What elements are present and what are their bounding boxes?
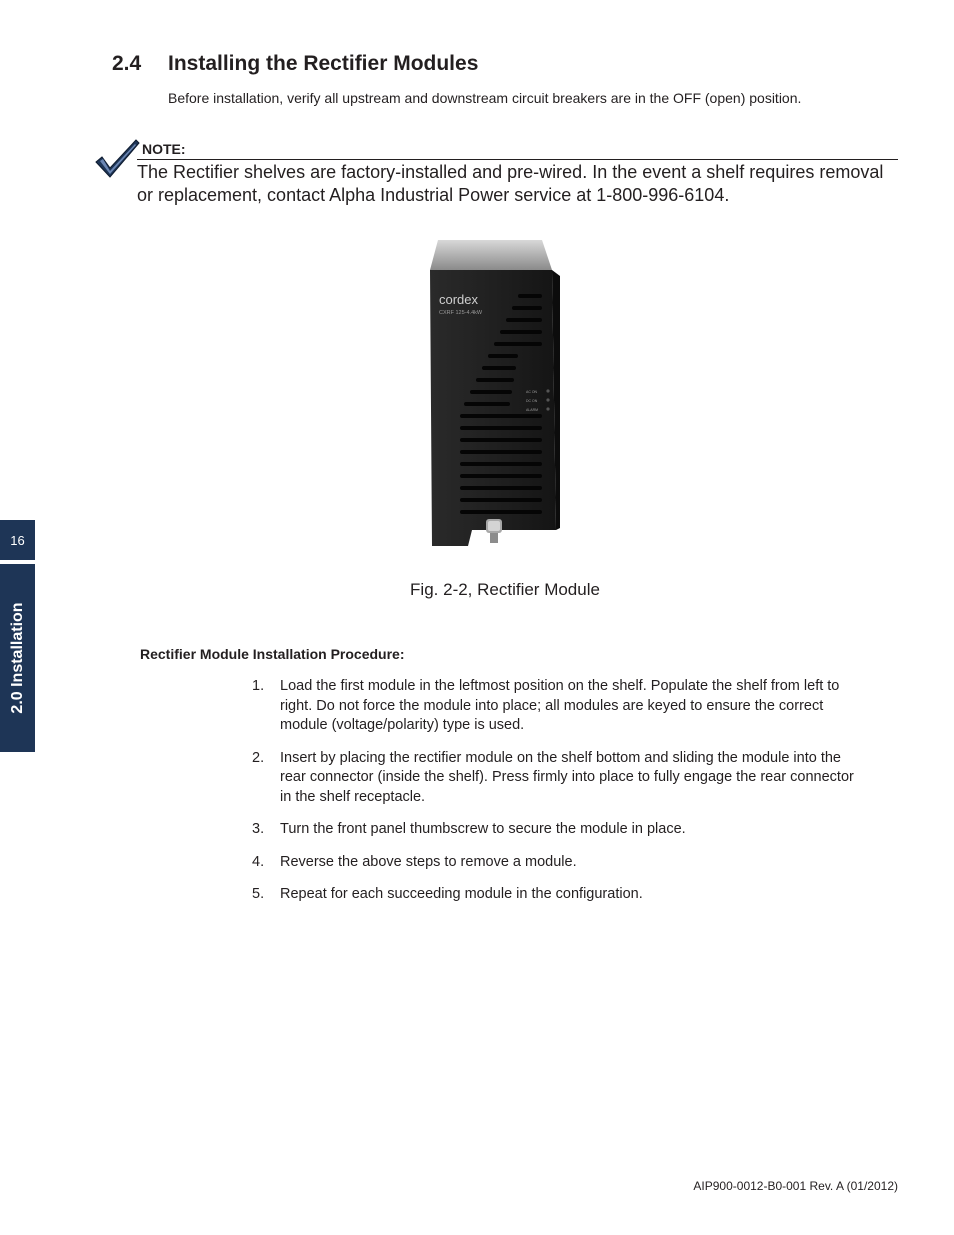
procedure-steps xyxy=(252,677,864,918)
step-number: 1. xyxy=(252,678,265,694)
figure-caption: Fig. 2-2, Rectifier Module xyxy=(410,580,600,599)
page-number: 16 xyxy=(0,520,35,560)
step-number: 3. xyxy=(252,821,265,837)
procedure-step xyxy=(252,749,864,808)
procedure-heading: Rectifier Module Installation Procedure: xyxy=(140,646,405,662)
thumbscrew xyxy=(486,519,502,543)
procedure-step xyxy=(252,853,864,873)
step-text: Load the first module in the leftmost position on the shelf. Populate the shelf from left to right. Do not force the module into place; all modules are keyed to ensure the correct module (voltage/polarity) type is used. xyxy=(280,678,840,733)
document-id: AIP900-0012-B0-001 Rev. A (01/2012) xyxy=(693,1179,898,1193)
rectifier-module-image xyxy=(420,236,570,550)
procedure-step xyxy=(252,820,864,840)
chapter-tab xyxy=(0,564,35,752)
brand-label: cordex xyxy=(439,292,479,307)
section-number: 2.4 xyxy=(112,52,142,75)
led-label-ac: AC ON xyxy=(526,390,538,394)
note-label: NOTE: xyxy=(142,141,186,157)
intro-text: Before installation, verify all upstream and downstream circuit breakers are in the OFF (open) position. xyxy=(168,90,802,106)
step-text: Reverse the above steps to remove a module. xyxy=(280,853,577,870)
section-heading xyxy=(112,52,478,76)
step-text: Turn the front panel thumbscrew to secure the module in place. xyxy=(280,821,686,837)
note-text: The Rectifier shelves are factory-installed and pre-wired. In the event a shelf requires removal or replacement, contact Alpha Industrial Power service at 1-800-996-6104. xyxy=(137,162,884,205)
led-label-dc: DC ON xyxy=(526,399,538,403)
chapter-label: 2.0 Installation xyxy=(8,602,26,714)
step-number: 4. xyxy=(252,853,265,870)
procedure-step xyxy=(252,885,864,905)
step-number: 2. xyxy=(252,749,265,766)
step-number: 5. xyxy=(252,886,265,902)
note-divider xyxy=(137,159,898,160)
checkmark-icon xyxy=(94,138,140,180)
model-label: CXRF 125-4.4kW xyxy=(439,310,483,316)
step-text: Repeat for each succeeding module in the configuration. xyxy=(280,886,643,902)
procedure-step xyxy=(252,677,864,736)
step-text: Insert by placing the rectifier module on the shelf bottom and sliding the module into the rear connector (inside the shelf). Press firmly into place to fully engage the rear connector in the shelf receptacle. xyxy=(280,749,854,805)
section-title: Installing the Rectifier Modules xyxy=(168,52,479,75)
led-label-alarm: ALARM xyxy=(526,408,539,412)
